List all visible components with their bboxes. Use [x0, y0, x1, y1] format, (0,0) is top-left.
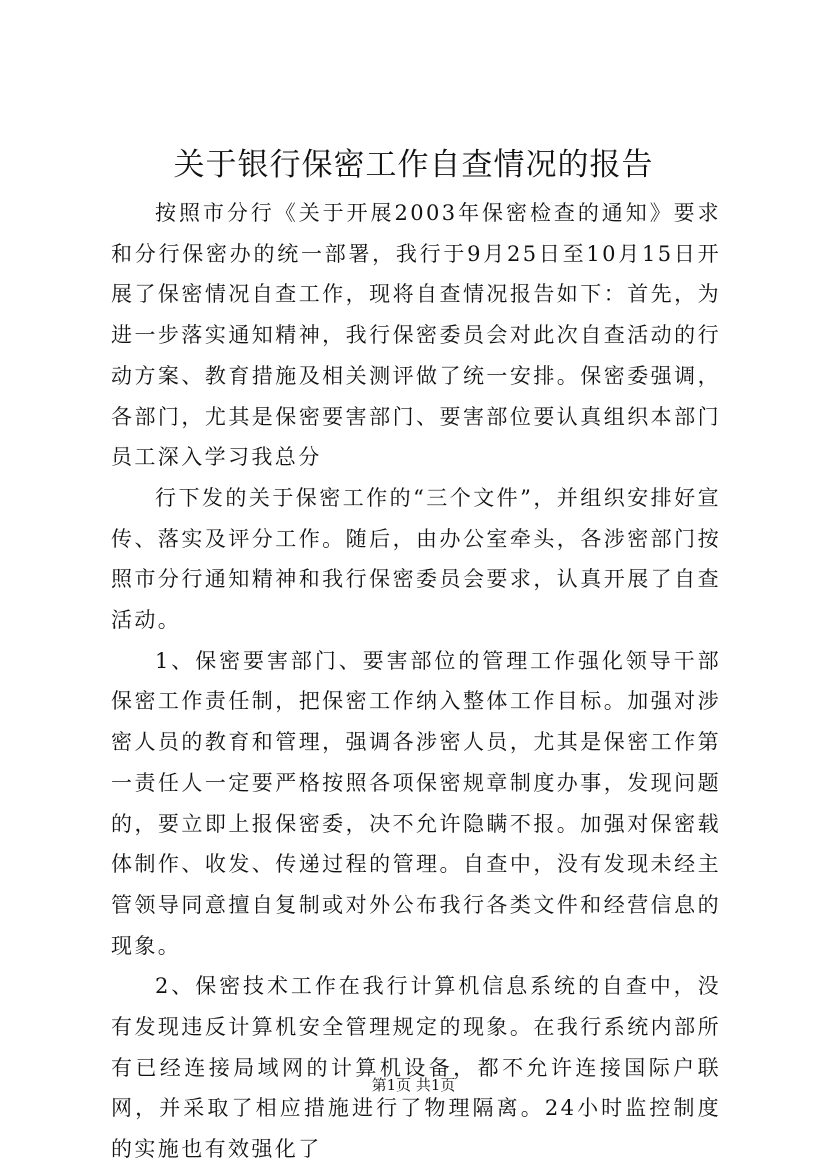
document-body: [111, 193, 721, 1170]
paragraph-section-2: 2、保密技术工作在我行计算机信息系统的自查中，没有发现违反计算机安全管理规定的现象。在我行系统内部所有已经连接局域网的计算机设备，都不允许连接国际户联网，并采取了相应措施进行了物理隔离。24小时监控制度的实施也有效强化了: [111, 974, 721, 1162]
page-footer: 第1页 共1页: [371, 1076, 456, 1094]
paragraph-continuation: 行下发的关于保密工作的“三个文件”，并组织安排好宣传、落实及评分工作。随后，由办公室牵头，各涉密部门按照市分行通知精神和我行保密委员会要求，认真开展了自查活动。: [111, 485, 721, 633]
paragraph-intro: 按照市分行《关于开展2003年保密检查的通知》要求和分行保密办的统一部署，我行于9月25日至10月15日开展了保密情况自查工作，现将自查情况报告如下：首先，为进一步落实通知精神，我行保密委员会对此次自查活动的行动方案、教育措施及相关测评做了统一安排。保密委强调，各部门，尤其是保密要害部门、要害部位要认真组织本部门员工深入学习我总分: [111, 201, 721, 470]
document-title: 关于银行保密工作自查情况的报告: [173, 147, 654, 183]
paragraph-section-1: 1、保密要害部门、要害部位的管理工作强化领导干部保密工作责任制，把保密工作纳入整体工作目标。加强对涉密人员的教育和管理，强调各涉密人员，尤其是保密工作第一责任人一定要严格按照各项保密规章制度办事，发现问题的，要立即上报保密委，决不允许隐瞒不报。加强对保密载体制作、收发、传递过程的管理。自查中，没有发现未经主管领导同意擅自复制或对外公布我行各类文件和经营信息的现象。: [111, 648, 721, 958]
